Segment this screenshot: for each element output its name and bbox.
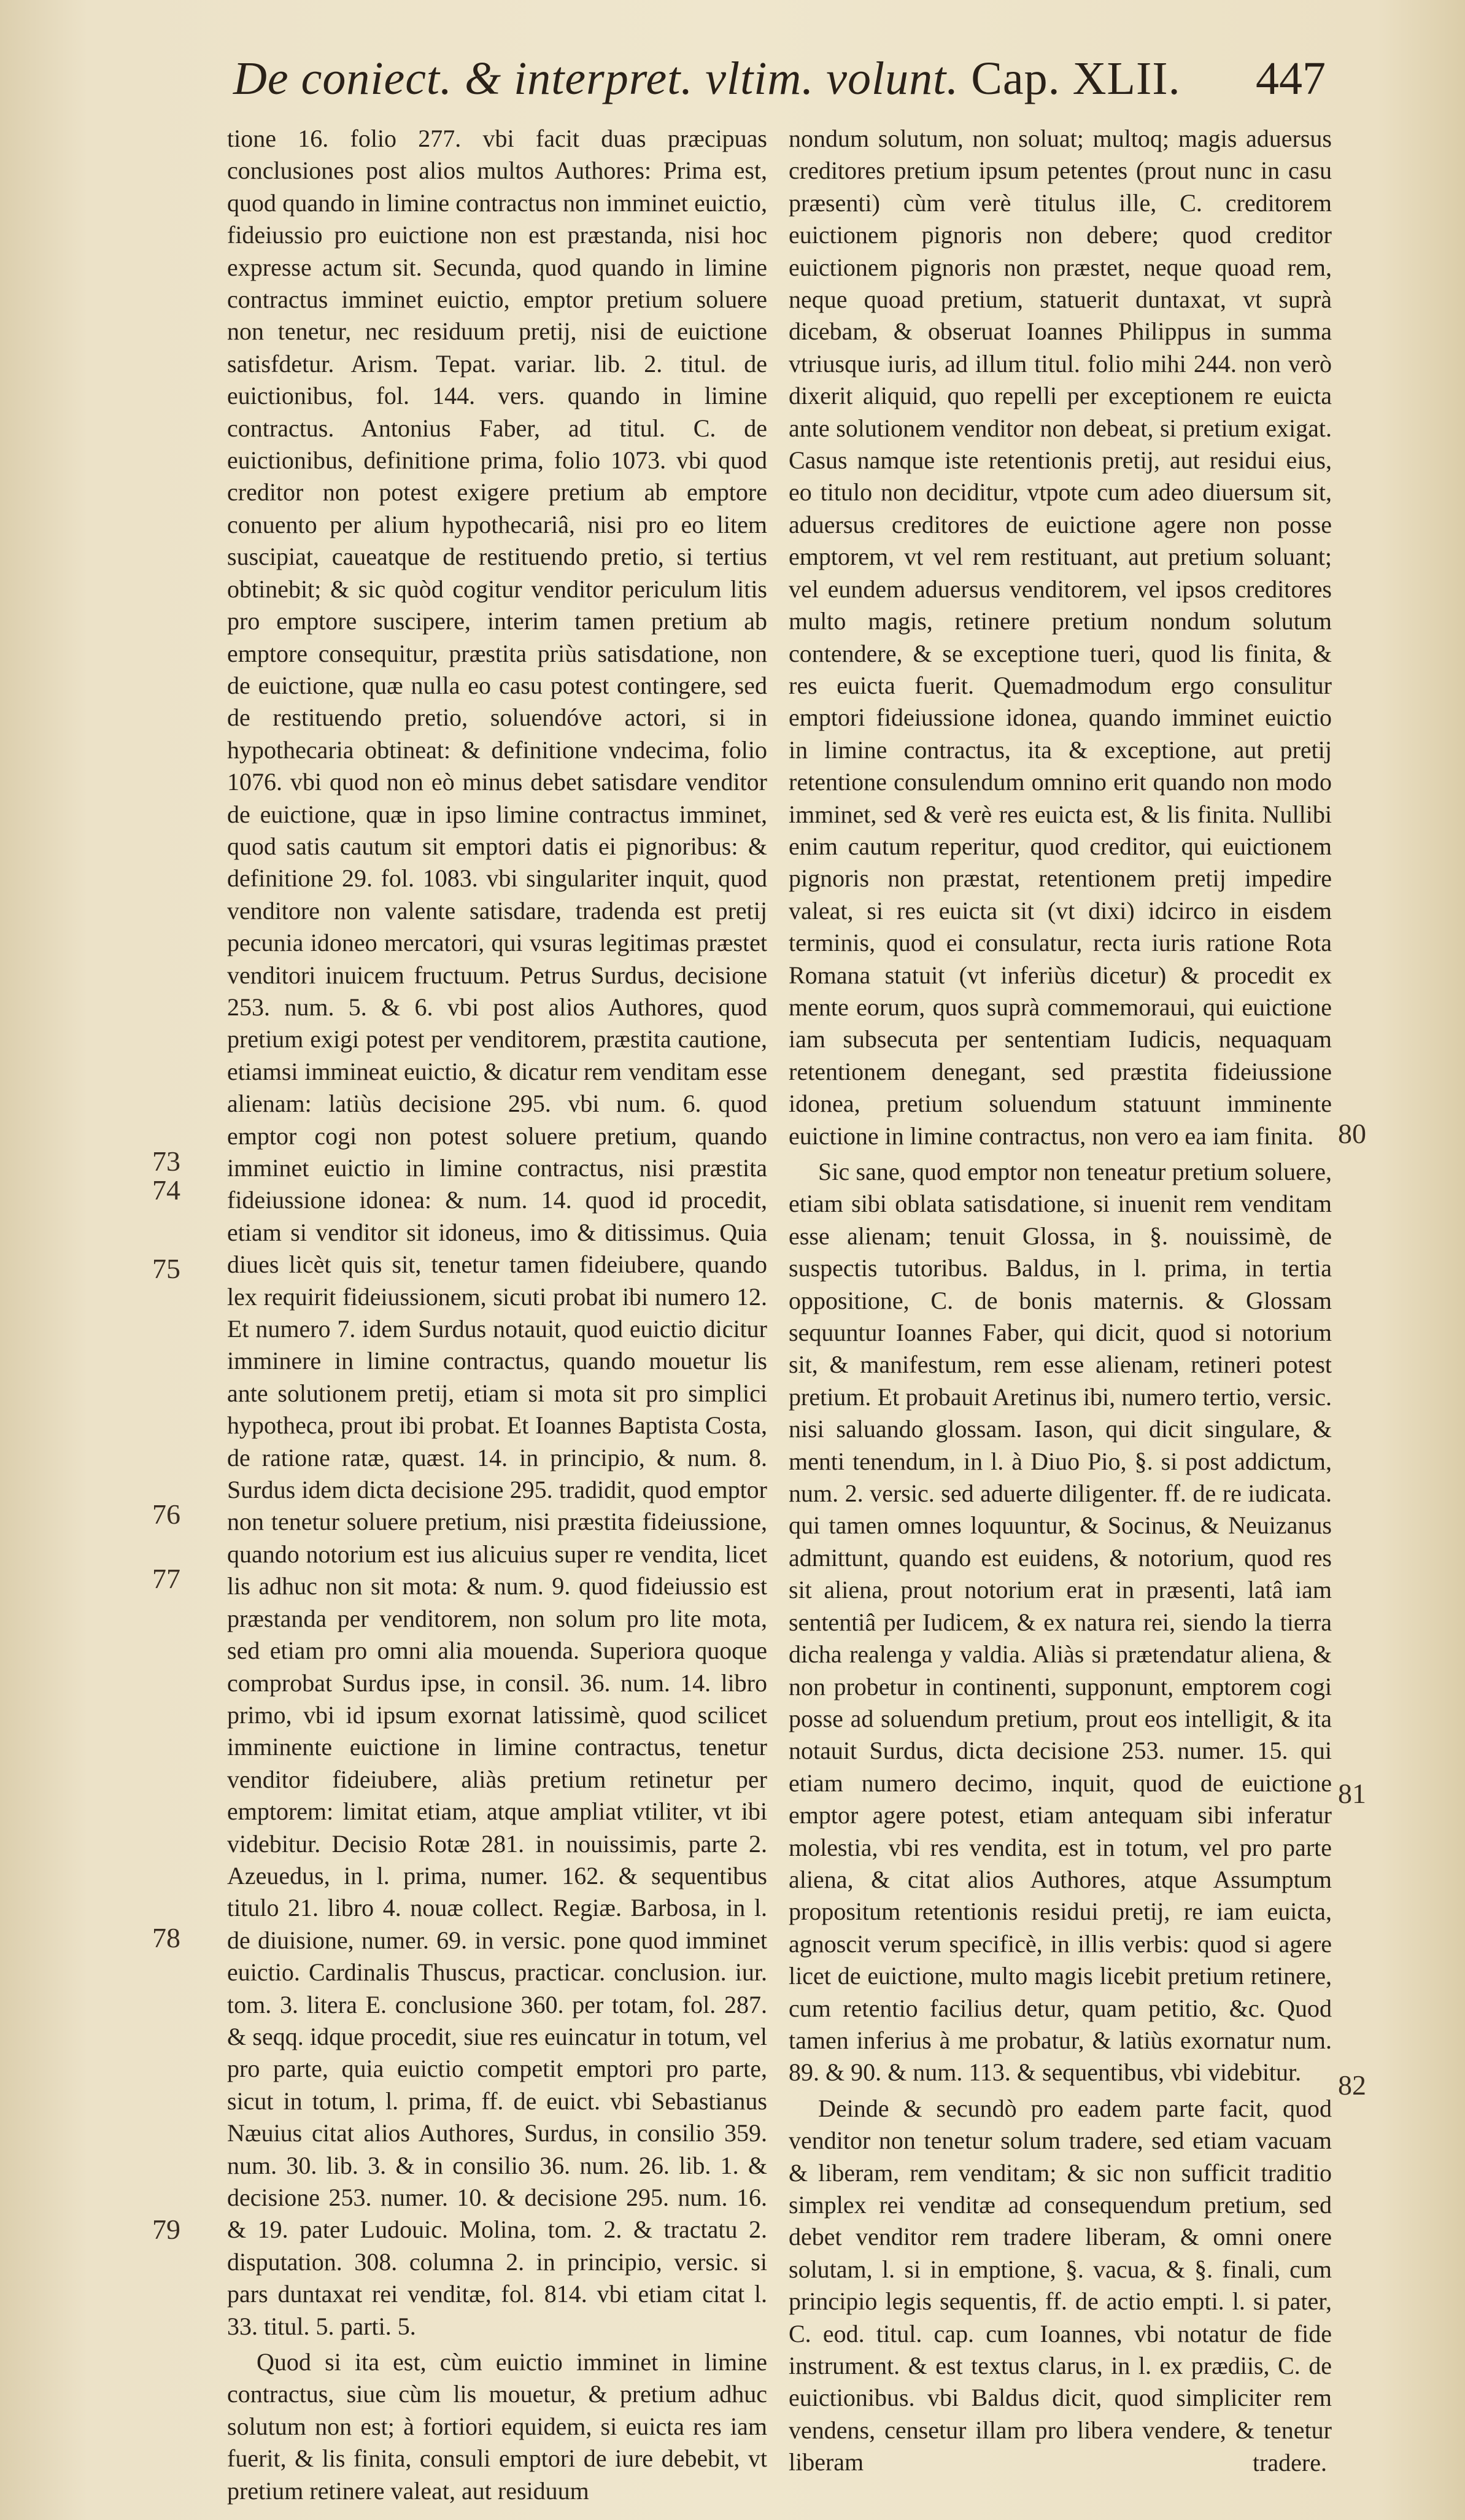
- left-paragraph-2: Quod si ita est, cùm euictio imminet in limine contractus, siue cùm lis mouetur, & pretium adhuc solutum non est; à fortiori equidem, si euicta res iam fuerit, & lis finita, consuli emptori de iure debebit, vt pretium retinere valeat, aut residuum: [227, 2348, 767, 2505]
- right-paragraph-1: nondum solutum, non soluat; multoq; magis aduersus creditores pretium ipsum petentes (prout nunc in casu præsenti) cùm verè titulus ille, C. creditorem euictionem pignoris non debere; quod creditor euictionem pignoris non præstet, neque quoad rem, neque quoad pretium, statuerit duntaxat, vt suprà dicebam, & obseruat Ioannes Philippus in summa vtriusque iuris, ad illum titul. folio mihi 244. non verò dixerit aliquid, quo repelli per exceptionem re euicta ante solutionem venditor non debeat, si pretium exigat. Casus namque iste retentionis pretij, aut residui eius, eo titulo non deciditur, vtpote cum adeo diuersum sit, aduersus creditores de euictione agere non posse emptorem, vt vel rem restituant, aut pretium soluant; vel eundem aduersus venditorem, vel ipsos creditores multo magis, retinere pretium nondum solutum contendere, & se exceptione tueri, quod lis finita, & res euicta fuerit. Quemadmodum ergo consulitur emptori fideiussione idonea, quando imminet euictio in limine contractus, ita & exceptione, aut pretij retentione consulendum omnino erit quando non modo imminet, sed & verè res euicta est, & lis finita. Nullibi enim cautum reperitur, quod creditor, qui euictionem pignoris non præstat, retentionem pretij impedire valeat, si res euicta sit (vt dixi) idcirco in eisdem terminis, quod ei consulatur, recta iuris ratione Rota Romana statuit (vt inferiùs dicetur) & procedit ex mente eorum, quos suprà commemoraui, qui euictione iam subsecuta per sententiam Iudicis, nequaquam retentionem denegant, sed præstita fideiussione idonea, pretium soluendum statuunt imminente euictione in limine contractus, non vero ea iam finita.: [789, 125, 1332, 1150]
- right-paragraph-3: Deinde & secundò pro eadem parte facit, quod venditor non tenetur solum tradere, sed etiam vacuam & liberam, rem venditam; & sic non sufficit traditio simplex rei venditæ ad consequendum pretium, sed debet venditor rem tradere liberam, & omni onere solutam, l. si in emptione, §. vacua, & §. finali, cum principio legis sequentis, ff. de actio empti. l. si pater, C. eod. titul. cap. cum Ioannes, vbi notatur de fide instrument. & est textus clarus, in l. ex prædiis, C. de euictionibus. vbi Baldus dicit, quod simpliciter rem vendens, censetur illam pro libera vendere, & tenetur liberam: [789, 2094, 1332, 2476]
- catchword: tradere.: [1252, 2449, 1327, 2476]
- margin-number-77: 77: [152, 1563, 180, 1594]
- margin-number-78: 78: [152, 1922, 180, 1953]
- margin-number-73: 73: [152, 1146, 180, 1177]
- margin-number-74: 74: [152, 1174, 180, 1206]
- right-column: [789, 123, 1332, 2483]
- right-paragraph-2: Sic sane, quod emptor non teneatur pretium soluere, etiam sibi oblata satisdatione, si inuenit rem venditam esse alienam; tenuit Glossa, in §. nouissimè, de suspectis tutoribus. Baldus, in l. prima, in tertia oppositione, C. de bonis maternis. & Glossam sequuntur Ioannes Faber, qui dicit, quod si notorium sit, & manifestum, rem esse alienam, retineri potest pretium. Et probauit Aretinus ibi, numero tertio, versic. nisi saluando glossam. Iason, qui dicit singulare, & menti tenendum, in l. à Diuo Pio, §. si post addictum, num. 2. versic. sed aduerte diligenter. ff. de re iudicata. qui tamen omnes loquuntur, & Socinus, & Neuizanus admittunt, quando est euidens, & notorium, quod res sit aliena, prout notorium erat in præsenti, latâ iam sententiâ per Iudicem, & ex natura rei, siendo la tierra dicha realenga y valdia. Aliàs si prætendatur aliena, & non probetur in continenti, supponunt, emptorem cogi posse ad soluendum pretium, prout eos intelligit, & ita notauit Surdus, dicta decisione 253. numer. 15. qui etiam numero decimo, inquit, quod de euictione emptor agere potest, etiam antequam sibi inferatur molestia, vbi res vendita, est in totum, vel pro parte aliena, & citat alios Authores, atque Assumptum propositum retentionis residui pretij, re iam euicta, agnoscit verum specificè, in illis verbis: quod si agere licet de euictione, multo magis licebit pretium retinere, cum retentio facilius detur, quam petitio, &c. Quod tamen inferius à me probatur, & latiùs exornatur num. 89. & 90. & num. 113. & sequentibus, vbi videbitur.: [789, 1158, 1332, 2087]
- running-title-text: De coniect. & interpret. vltim. volunt.: [233, 53, 959, 104]
- margin-number-82: 82: [1338, 2069, 1366, 2101]
- margin-number-81: 81: [1338, 1778, 1366, 1809]
- left-column: [227, 123, 767, 2511]
- page-header: [233, 52, 1326, 120]
- page-number: 447: [1256, 53, 1326, 104]
- margin-number-75: 75: [152, 1253, 180, 1284]
- running-title: [233, 52, 1181, 106]
- margin-number-80: 80: [1338, 1118, 1366, 1149]
- left-paragraph-1: tione 16. folio 277. vbi facit duas præcipuas conclusiones post alios multos Authores: Prima est, quod quando in limine contractus non imminet euictio, fideiussio pro euictione non est præstanda, nisi hoc expresse actum sit. Secunda, quod quando in limine contractus imminet euictio, emptor pretium soluere non tenetur, nec residuum pretij, nisi de euictione satisfdetur. Arism. Tepat. variar. lib. 2. titul. de euictionibus, fol. 144. vers. quando in limine contractus. Antonius Faber, ad titul. C. de euictionibus, definitione prima, folio 1073. vbi quod creditor non potest exigere pretium ab emptore conuento per alium hypothecariâ, nisi pro eo litem suscipiat, caueatque de restituendo pretio, si tertius obtinebit; & sic quòd cogitur venditor periculum litis pro emptore suscipere, interim tamen pretium ab emptore consequitur, præstita priùs satisdatione, non de euictione, quæ nulla eo casu potest contingere, sed de restituendo pretio, soluendóve actori, si in hypothecaria obtineat: & definitione vndecima, folio 1076. vbi quod non eò minus debet satisdare venditor de euictione, quæ in ipso limine contractus imminet, quod satis cautum sit emptori datis ei pignoribus: & definitione 29. fol. 1083. vbi singulariter inquit, quod venditore non valente satisdare, tradenda est pretij pecunia idoneo mercatori, qui vsuras legitimas præstet venditori inuicem fructuum. Petrus Surdus, decisione 253. num. 5. & 6. vbi post alios Authores, quod pretium exigi potest per venditorem, præstita cautione, etiamsi immineat euictio, & dicatur rem venditam esse alienam: latiùs decisione 295. vbi num. 6. quod emptor cogi non potest soluere pretium, quando imminet euictio in limine contractus, nisi præstita fideiussione idonea: & num. 14. quod id procedit, etiam si venditor sit idoneus, imo & ditissimus. Quia diues licèt quis sit, tenetur tamen fideiubere, quando lex requirit fideiussionem, sicuti probat ibi numero 12. Et numero 7. idem Surdus notauit, quod euictio dicitur imminere in limine contractus, quando mouetur lis ante solutionem pretij, etiam si mota sit pro simplici hypotheca, prout ibi probat. Et Ioannes Baptista Costa, de ratione ratæ, quæst. 14. in principio, & num. 8. Surdus idem dicta decisione 295. tradidit, quod emptor non tenetur soluere pretium, nisi præstita fideiussione, quando notorium est ius alicuius super re vendita, licet lis adhuc non sit mota: & num. 9. quod fideiussio est præstanda per venditorem, non solum pro lite mota, sed etiam pro omni alia mouenda. Superiora quoque comprobat Surdus ipse, in consil. 36. num. 14. libro primo, vbi id ipsum exornat latissimè, quod scilicet imminente euictione in limine contractus, tenetur venditor fideiubere, aliàs pretium retinetur per emptorem: limitat etiam, atque ampliat vtiliter, vt ibi videbitur. Decisio Rotæ 281. in nouissimis, parte 2. Azeuedus, in l. prima, numer. 162. & sequentibus titulo 21. libro 4. nouæ collect. Regiæ. Barbosa, in l. de diuisione, numer. 69. in versic. pone quod imminet euictio. Cardinalis Thuscus, practicar. conclusion. iur. tom. 3. litera E. conclusione 360. per totam, fol. 287. & seqq. idque procedit, siue res euincatur in totum, vel pro parte, quia euictio competit emptori pro parte, sicut in totum, l. prima, ff. de euict. vbi Sebastianus Næuius citat alios Authores, Surdus, in consilio 359. num. 30. lib. 3. & in consilio 36. num. 26. lib. 1. & decisione 253. numer. 10. & decisione 295. num. 16. & 19. pater Ludouic. Molina, tom. 2. & tractatu 2. disputation. 308. columna 2. in principio, versic. si pars duntaxat rei venditæ, fol. 814. vbi etiam citat l. 33. titul. 5. parti. 5.: [227, 125, 767, 2340]
- margin-number-79: 79: [152, 2214, 180, 2245]
- margin-number-76: 76: [152, 1498, 180, 1530]
- chapter-label: Cap. XLII.: [971, 53, 1181, 104]
